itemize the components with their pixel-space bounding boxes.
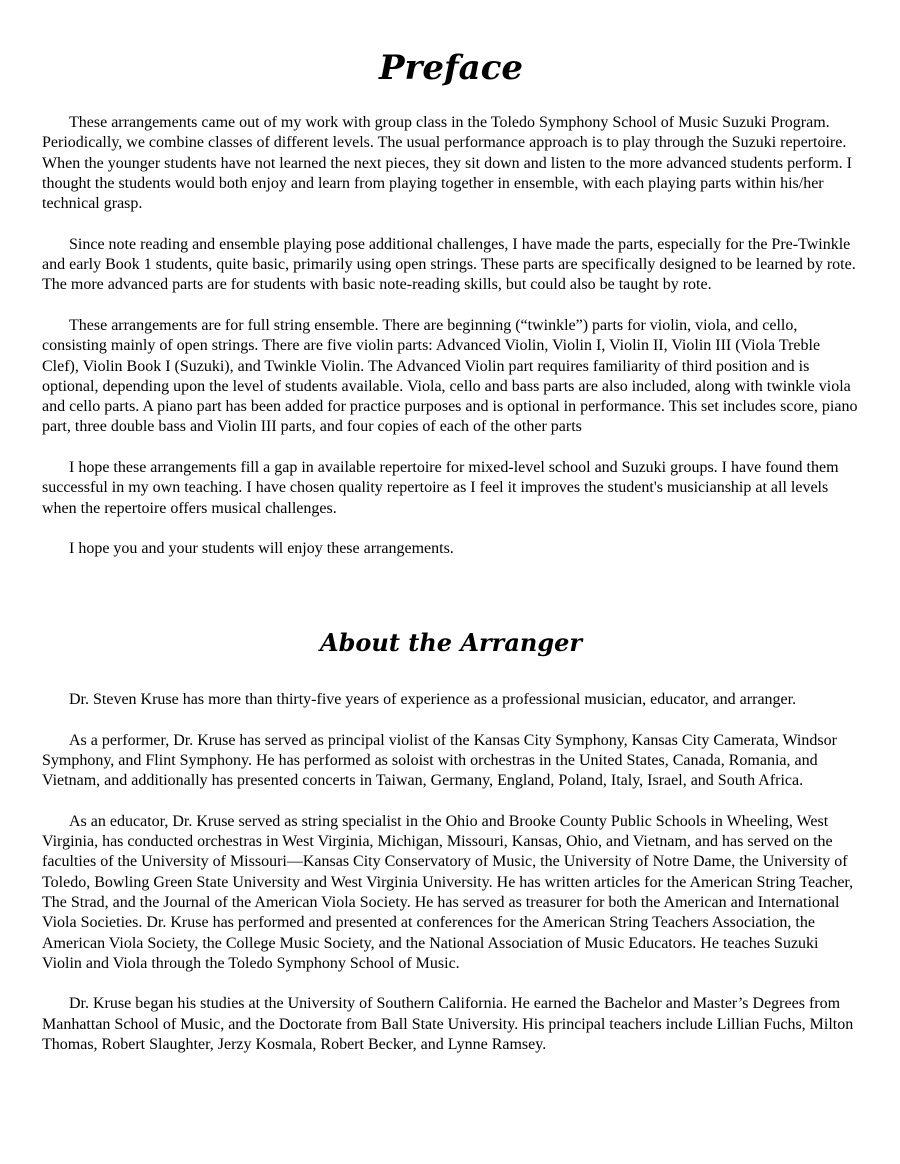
arranger-paragraph-1: Dr. Steven Kruse has more than thirty-five years of experience as a professional musician, educator, and arranger. <box>69 691 797 708</box>
arranger-paragraph-2: As a performer, Dr. Kruse has served as principal violist of the Kansas City Symphony, Kansas City Camerata, Windsor Symphony, and Flint Symphony. He has performed as soloist with orchestras in the United States, Canada, Romania, and Vietnam, and additionally has presented concerts in Taiwan, Germany, England, Poland, Italy, Israel, and South Africa. <box>42 731 837 790</box>
arranger-paragraph-4: Dr. Kruse began his studies at the University of Southern California. He earned the Bachelor and Master’s Degrees from Manhattan School of Music, and the Doctorate from Ball State University. His principal teachers include Lillian Fuchs, Milton Thomas, Robert Slaughter, Jerzy Kosmala, Robert Becker, and Lynne Ramsey. <box>42 995 854 1054</box>
preface-paragraph-4: I hope these arrangements fill a gap in available repertoire for mixed-level school and Suzuki groups. I have found them successful in my own teaching. I have chosen quality repertoire as I feel it improves the student's musicianship at all levels when the repertoire offers musical challenges. <box>42 459 839 517</box>
preface-paragraph-1: These arrangements came out of my work with group class in the Toledo Symphony School of Music Suzuki Program. Periodically, we combine classes of different levels. The usual performance approach is to play through the Suzuki repertoire. When the younger students have not learned the next pieces, they sit down and listen to the more advanced students perform. I thought the students would both enjoy and learn from playing together in ensemble, with each playing parts within his/her technical grasp. <box>42 114 852 213</box>
arranger-section <box>42 690 860 1055</box>
preface-paragraph-5: I hope you and your students will enjoy these arrangements. <box>69 540 454 558</box>
arranger-heading: About the Arranger <box>319 628 583 657</box>
preface-paragraph-2: Since note reading and ensemble playing pose additional challenges, I have made the parts, especially for the Pre-Twinkle and early Book 1 students, quite basic, primarily using open strings. These parts are specifically designed to be learned by rote. The more advanced parts are for students with basic note-reading skills, but could also be taught by rote. <box>42 235 856 294</box>
preface-section <box>42 113 860 560</box>
preface-heading: Preface <box>378 48 524 88</box>
preface-paragraph-3: These arrangements are for full string ensemble. There are beginning (“twinkle”) parts for violin, viola, and cello, consisting mainly of open strings. There are five violin parts: Advanced Violin, Violin I, Violin II, Violin III (Viola Treble Clef), Violin Book I (Suzuki), and Twinkle Violin. The Advanced Violin part requires familiarity of third position and is optional, depending upon the level of students available. Viola, cello and bass parts are also included, along with twinkle viola and cello parts. A piano part has been added for practice purposes and is optional in performance. This set includes score, piano part, three double bass and Violin III parts, and four copies of each of the other parts <box>42 316 858 436</box>
arranger-paragraph-3: As an educator, Dr. Kruse served as string specialist in the Ohio and Brooke County Public Schools in Wheeling, West Virginia, has conducted orchestras in West Virginia, Michigan, Missouri, Kansas, Ohio, and Vietnam, and has served on the faculties of the University of Missouri—Kansas City Conservatory of Music, the University of Notre Dame, the University of Toledo, Bowling Green State University and West Virginia University. He has written articles for the American String Teacher, The Strad, and the Journal of the American Viola Society. He has served as treasurer for both the American and International Viola Societies. Dr. Kruse has performed and presented at conferences for the American String Teachers Association, the American Viola Society, the College Music Society, and the National Association of Music Educators. He teaches Suzuki Violin and Viola through the Toledo Symphony School of Music. <box>42 812 854 972</box>
